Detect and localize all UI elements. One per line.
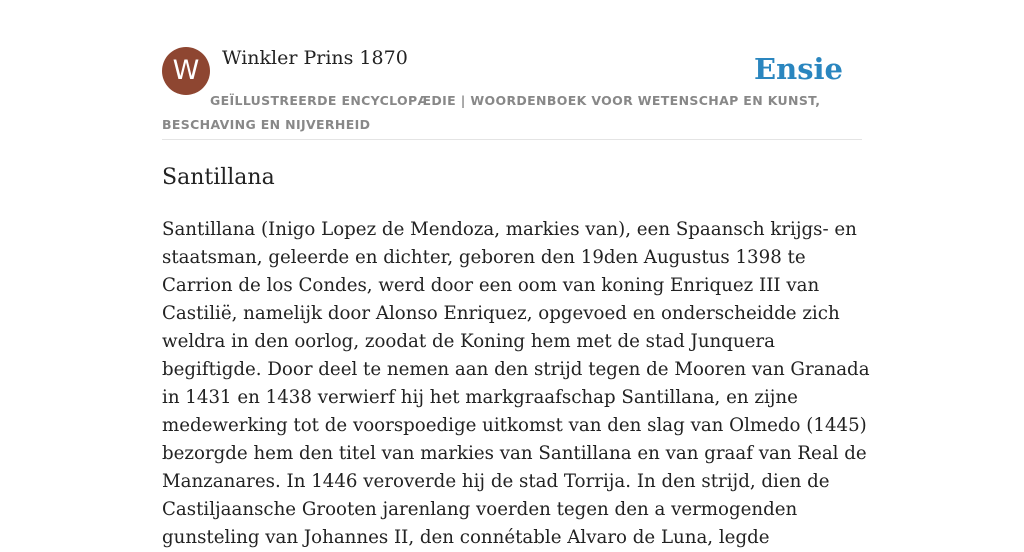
source-header <box>162 0 862 140</box>
source-avatar[interactable]: W <box>162 47 210 95</box>
source-title-link[interactable]: Winkler Prins 1870 <box>222 47 408 69</box>
ensie-logo[interactable]: Ensie <box>754 52 843 86</box>
article-title: Santillana <box>162 165 275 190</box>
article-body: Santillana (Inigo Lopez de Mendoza, markies van), een Spaansch krijgs- en staatsman, geleerde en dichter, geboren den 19den Augustus 1398 te Carrion de los Condes, werd door een oom van koning Enriquez III van Castilië, namelijk door Alonso Enriquez, opgevoed en onderscheidde zich weldra in den oorlog, zoodat de Koning hem met de stad Junquera begiftigde. Door deel te nemen aan den strijd tegen de Mooren van Granada in 1431 en 1438 verwierf hij het markgraafschap Santillana, en zijne medewerking tot de voorspoedige uitkomst van den slag van Olmedo (1445) bezorgde hem den titel van markies van Santillana en van graaf van Real de Manzanares. In 1446 veroverde hij de stad Torrija. In den strijd, dien de Castiljaansche Grooten jarenlang voerden tegen den a vermogenden gunsteling van Johannes II, den connétable Alvaro de Luna, legde <box>162 219 870 548</box>
source-subtitle: GEÏLLUSTREERDE ENCYCLOPÆDIE | WOORDENBOEK VOOR WETENSCHAP EN KUNST, BESCHAVING EN NIJVERHEID <box>162 93 821 132</box>
